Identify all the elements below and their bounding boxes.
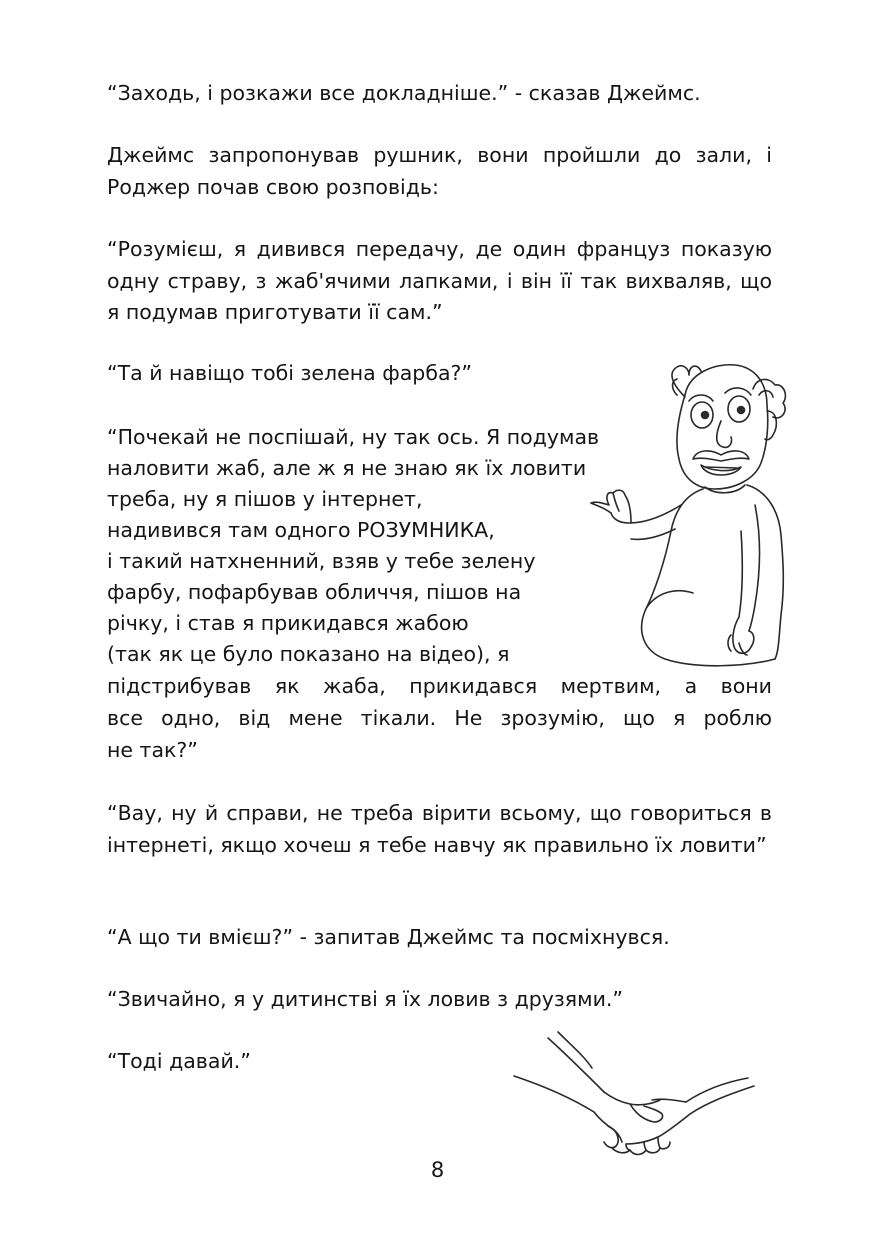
- paragraph-6: “Вау, ну й справи, не треба вірити всьому, що говориться в інтернеті, якщо хочеш я тебе навчу як правильно їх ловити”: [107, 801, 772, 857]
- hand-left: [591, 490, 631, 523]
- hair-left-tuft: [672, 366, 701, 397]
- thumb: [630, 1104, 663, 1122]
- eyebrow-right: [725, 388, 751, 395]
- paragraph-1: “Заходь, і розкажи все докладніше.” - сказав Джеймс.: [107, 81, 701, 105]
- left-sleeve: [514, 1076, 594, 1112]
- nose: [717, 421, 732, 447]
- paragraph-9: “Тоді давай.”: [107, 1049, 251, 1073]
- arm-right: [749, 505, 760, 631]
- paragraph-5-line: треба, ну я пішов у інтернет,: [107, 487, 423, 511]
- paragraph-4: “Та й навіщо тобі зелена фарба?”: [107, 361, 473, 385]
- page-number: 8: [430, 1158, 445, 1182]
- paragraph-5-line: підстрибував як жаба, прикидався мертвим, а вони: [107, 674, 772, 698]
- right-sleeve: [690, 1086, 754, 1114]
- fingers: [612, 1142, 670, 1155]
- paragraph-5-line: наловити жаб, але ж я не знаю як їх ловити: [107, 456, 587, 480]
- arm-left: [611, 505, 681, 523]
- paragraph-5-line: (так як це було показано на відео), я: [107, 642, 510, 666]
- hair-right-tuft: [753, 379, 785, 417]
- paragraph-8: “Звичайно, я у дитинстві я їх ловив з друзями.”: [107, 987, 624, 1011]
- handshake-illustration: [508, 1030, 758, 1165]
- paragraph-5-line: надивився там одного РОЗУМНИКА,: [107, 518, 495, 542]
- paragraph-5-line: не так?”: [107, 738, 198, 762]
- paragraph-5-line: “Почекай не поспішай, ну так ось. Я подумав: [107, 425, 600, 449]
- paragraph-2: Джеймс запропонував рушник, вони пройшли до зали, і Роджер почав свою розповідь:: [107, 143, 772, 199]
- paragraph-3: “Розумієш, я дивився передачу, де один француз показую одну страву, з жаб'ячими лапками, і він її так вихваляв, що я подумав приготувати її сам.”: [107, 237, 772, 324]
- mustache: [693, 451, 749, 461]
- man-illustration: [585, 355, 795, 675]
- paragraph-5-line: все одно, від мене тікали. Не зрозумію, що я роблю: [107, 706, 772, 730]
- paragraph-5-line: фарбу, пофарбував обличчя, пішов на: [107, 580, 522, 604]
- paragraph-5-line: і такий натхненний, взяв у тебе зелену: [107, 549, 536, 573]
- paragraph-7: “А що ти вмієш?” - запитав Джеймс та посміхнувся.: [107, 925, 670, 949]
- eyebrow-left: [689, 395, 713, 401]
- paragraph-5-line: річку, і став я прикидався жабою: [107, 611, 469, 635]
